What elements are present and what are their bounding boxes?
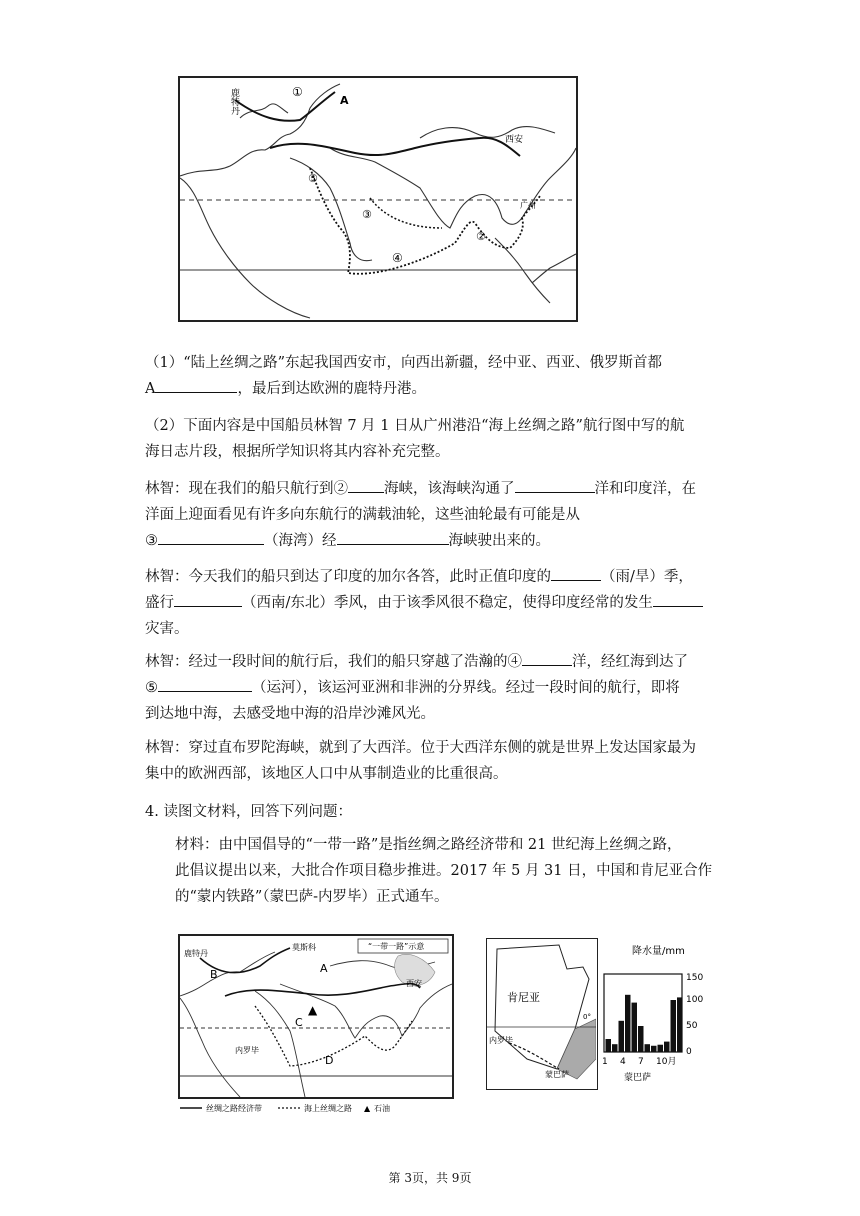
precip-bar-6 <box>638 1026 644 1052</box>
question-1 <box>145 350 725 402</box>
chart-station: 蒙巴萨 <box>624 1073 652 1083</box>
xtick-4: 4 <box>620 1057 626 1067</box>
precip-bar-2 <box>612 1044 618 1052</box>
log-paragraph-3 <box>145 649 725 727</box>
ytick-0: 0 <box>686 1047 692 1057</box>
legend-sea: 海上丝绸之路 <box>304 1104 352 1113</box>
precip-bar-10 <box>664 1042 670 1052</box>
page-footer: 第 3页，共 9页 <box>388 1171 472 1185</box>
xtick-1: 1 <box>602 1057 608 1067</box>
map2-label-D: D <box>325 1054 334 1067</box>
belt-road-map-drawing <box>180 936 452 1097</box>
map2-label-neiluobi: 内罗毕 <box>235 1046 259 1055</box>
log-3-line3: 到达地中海，去感受地中海的沿岸沙滩风光。 <box>145 706 435 722</box>
sea-route <box>310 168 540 274</box>
label-circle-5: ⑤ <box>308 172 318 185</box>
material-line1: 材料：由中国倡导的“一带一路”是指丝绸之路经济带和 21 世纪海上丝绸之路， <box>175 837 682 853</box>
log-3-line2 <box>145 675 725 701</box>
question-2-line1: （2）下面内容是中国船员林智 7 月 1 日从广州港沿“海上丝绸之路”航行图中写的航 <box>145 418 685 434</box>
silk-road-map <box>178 76 578 322</box>
precip-bar-3 <box>619 1021 625 1052</box>
precip-bar-8 <box>651 1046 657 1052</box>
log-paragraph-1 <box>145 476 725 554</box>
label-lutedan: 鹿特丹 <box>229 88 239 115</box>
text: （运河），该运河亚洲和非洲的分界线。经过一段时间的航行，即将 <box>252 680 680 696</box>
xtick-7: 7 <box>638 1057 644 1067</box>
chart-bars <box>606 995 683 1052</box>
question-1-line1: （1）“陆上丝绸之路”东起我国西安市，向西出新疆，经中亚、西亚、俄罗斯首都 <box>145 355 663 371</box>
question-2 <box>145 413 725 465</box>
precip-bar-9 <box>658 1045 664 1052</box>
text: 洋和印度洋，在 <box>594 481 696 497</box>
log-1-line2: 洋面上迎面看见有许多向东航行的满载油轮，这些油轮最有可能是从 <box>145 507 580 523</box>
log-1-line1 <box>145 476 725 502</box>
log-2-line3: 灾害。 <box>145 621 189 637</box>
text: （雨/旱）季， <box>601 569 693 585</box>
question-2-line2: 海日志片段，根据所学知识将其内容补充完整。 <box>145 444 450 460</box>
question-4-material <box>175 832 725 910</box>
map2-label-B: B <box>210 968 218 981</box>
blank-gulf-3[interactable] <box>158 528 264 545</box>
log-2-line2 <box>145 590 725 616</box>
question-1-line2 <box>145 376 725 402</box>
label-latitude: 0° <box>583 1013 591 1021</box>
map2-label-lutedan: 鹿特丹 <box>184 949 208 958</box>
xtick-10: 10月 <box>656 1057 677 1067</box>
blank-strait[interactable] <box>337 528 449 545</box>
sea-route-branch <box>370 198 442 228</box>
map2-label-xian: 西安 <box>406 979 422 988</box>
answer-prefix: A <box>145 381 156 397</box>
precip-bar-4 <box>625 995 631 1052</box>
label-circle-2: ② <box>476 230 486 243</box>
precip-bar-1 <box>606 1039 612 1052</box>
oil-icon: ▲ <box>308 1003 318 1017</box>
kenya-map-drawing <box>487 939 596 1088</box>
ytick-150: 150 <box>686 973 704 983</box>
blank-strait-2[interactable] <box>348 476 384 493</box>
blank-season[interactable] <box>551 564 601 581</box>
text: 海峡驶出来的。 <box>448 533 550 549</box>
text: 洋，经红海到达了 <box>572 654 688 670</box>
text: ③ <box>145 533 158 549</box>
legend-oil: 石油 <box>374 1104 390 1113</box>
answer-blank-A[interactable] <box>155 376 237 393</box>
label-circle-4: ④ <box>392 251 403 265</box>
log-1-line3 <box>145 528 725 554</box>
text: 林智：经过一段时间的航行后，我们的船只穿越了浩瀚的④ <box>145 654 522 670</box>
precip-bar-5 <box>632 1003 638 1052</box>
label-guangzhou: 广州 <box>520 201 536 210</box>
text: 林智：现在我们的船只航行到② <box>145 481 348 497</box>
map2-label-A: A <box>320 962 328 975</box>
material-line2: 此倡议提出以来，大批合作项目稳步推进。2017 年 5 月 31 日，中国和肯尼亚合作 <box>175 863 713 879</box>
log-4-line1: 林智：穿过直布罗陀海峡，就到了大西洋。位于大西洋东侧的就是世界上发达国家最为 <box>145 740 696 756</box>
kenya-map <box>486 938 598 1090</box>
text: 海峡，该海峡沟通了 <box>384 481 515 497</box>
precipitation-chart-svg <box>600 934 712 1106</box>
ytick-100: 100 <box>686 995 704 1005</box>
label-mengbasa: 蒙巴萨 <box>545 1070 569 1079</box>
question-4-title: 4. 读图文材料，回答下列问题： <box>145 804 352 820</box>
log-paragraph-2 <box>145 564 725 642</box>
text: （海湾）经 <box>264 533 337 549</box>
log-3-line1 <box>145 649 725 675</box>
legend-land: 丝绸之路经济带 <box>206 1104 262 1113</box>
label-A: A <box>340 94 349 107</box>
blank-monsoon[interactable] <box>174 590 242 607</box>
map2-label-mosike: 莫斯科 <box>292 943 316 952</box>
legend-oil-icon: ▲ <box>364 1104 371 1113</box>
map2-legend <box>178 1099 454 1117</box>
blank-ocean[interactable] <box>515 476 595 493</box>
log-4-line2: 集中的欧洲西部，该地区人口中从事制造业的比重很高。 <box>145 766 508 782</box>
precip-bar-12 <box>677 997 683 1052</box>
log-paragraph-4 <box>145 735 725 787</box>
label-xian: 西安 <box>505 135 524 145</box>
chart-ylabel: 降水量/mm <box>632 946 685 957</box>
text: ⑤ <box>145 680 158 696</box>
blank-ocean-4[interactable] <box>522 649 572 666</box>
land-route <box>270 138 520 156</box>
belt-road-map <box>178 934 454 1099</box>
label-neiluobi: 内罗毕 <box>489 1036 513 1045</box>
log-2-line1 <box>145 564 725 590</box>
answer-suffix: ，最后到达欧洲的鹿特丹港。 <box>237 381 426 397</box>
ytick-50: 50 <box>686 1021 698 1031</box>
precip-bar-11 <box>671 1000 677 1052</box>
text: 林智：今天我们的船只到达了印度的加尔各答，此时正值印度的 <box>145 569 551 585</box>
precipitation-chart <box>600 934 712 1106</box>
precip-bar-7 <box>645 1044 651 1052</box>
label-kenya: 肯尼亚 <box>507 991 540 1004</box>
material-line3: 的“蒙内铁路”（蒙巴萨-内罗毕）正式通车。 <box>175 889 449 905</box>
blank-disaster[interactable] <box>653 590 703 607</box>
text: 盛行 <box>145 595 174 611</box>
label-circle-3: ③ <box>362 208 372 221</box>
map2-box-title: “一带一路”示意 <box>368 942 425 951</box>
map2-label-C: C <box>295 1016 303 1029</box>
label-circle-1: ① <box>292 85 303 99</box>
text: （西南/东北）季风，由于该季风很不稳定，使得印度经常的发生 <box>242 595 653 611</box>
blank-canal-5[interactable] <box>158 675 252 692</box>
silk-road-map-drawing <box>180 78 576 320</box>
